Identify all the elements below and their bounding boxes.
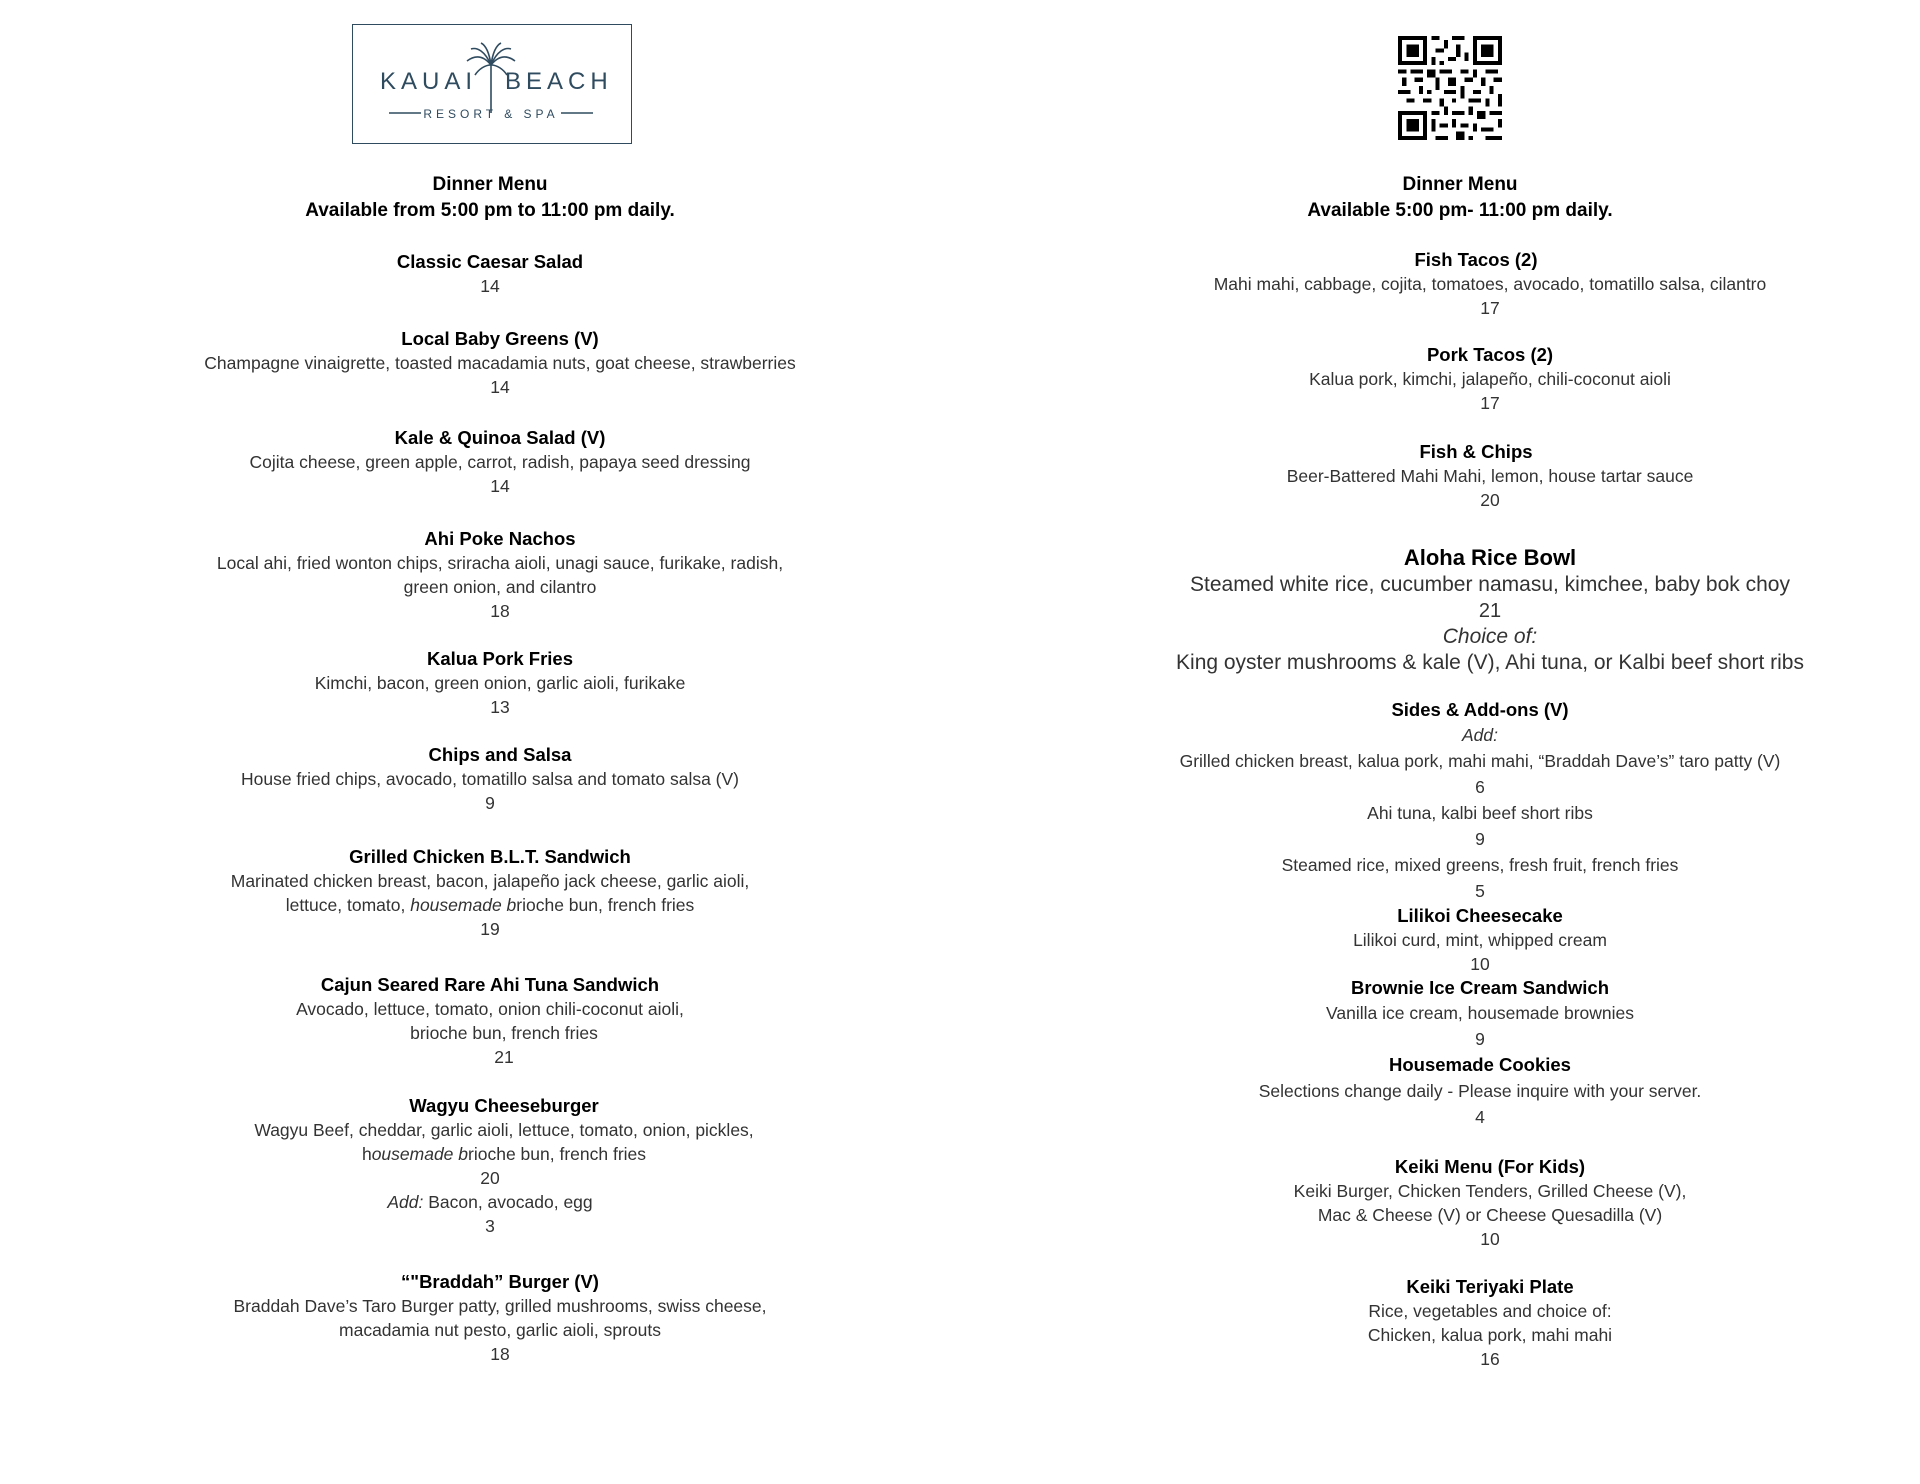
item-price: 16 (1480, 1349, 1500, 1369)
item-addon (140, 1190, 840, 1214)
palm-tree-icon (353, 25, 630, 142)
logo-word-left: KAUAI (379, 68, 477, 95)
choice-label: Choice of: (1442, 625, 1538, 648)
menu-item (140, 743, 840, 815)
addon-line: Ahi tuna, kalbi beef short ribs (1367, 803, 1593, 823)
menu-title: Dinner Menu (432, 174, 548, 195)
menu-item (1090, 544, 1890, 676)
item-name: Keiki Menu (For Kids) (1394, 1156, 1586, 1177)
item-description: Kimchi, bacon, green onion, garlic aioli, furikake (314, 673, 686, 693)
addon-label: Add: (1462, 725, 1498, 745)
item-description: green onion, and cilantro (403, 577, 597, 597)
item-price: 14 (490, 377, 510, 397)
item-price: 14 (490, 476, 510, 496)
item-price: 21 (494, 1047, 514, 1067)
menu-item (140, 1270, 860, 1366)
item-name: Fish & Chips (1419, 441, 1533, 462)
desc-text: lettuce, tomato, (285, 895, 411, 915)
item-description-line2 (140, 893, 840, 917)
item-name: Ahi Poke Nachos (424, 528, 576, 549)
item-name: Wagyu Cheeseburger (409, 1095, 599, 1116)
item-description-line2 (168, 1142, 840, 1166)
item-description: Local ahi, fried wonton chips, sriracha aioli, unagi sauce, furikake, radish, (216, 553, 784, 573)
item-description: Champagne vinaigrette, toasted macadamia nuts, goat cheese, strawberries (204, 353, 796, 373)
item-name: Aloha Rice Bowl (1403, 545, 1577, 570)
menu-title: Dinner Menu (1402, 174, 1518, 195)
qr-code-icon[interactable] (1398, 36, 1502, 140)
menu-item (140, 327, 860, 399)
item-description: Keiki Burger, Chicken Tenders, Grilled Cheese (V), (1293, 1181, 1687, 1201)
item-name: Kale & Quinoa Salad (V) (394, 427, 606, 448)
item-price: 17 (1480, 298, 1500, 318)
item-name: Cajun Seared Rare Ahi Tuna Sandwich (320, 974, 660, 995)
right-menu-header (1100, 172, 1820, 224)
item-price: 20 (480, 1168, 500, 1188)
item-price: 10 (1480, 1229, 1500, 1249)
item-description: Mahi mahi, cabbage, cojita, tomatoes, avocado, tomatillo salsa, cilantro (1213, 274, 1767, 294)
item-description: Vanilla ice cream, housemade brownies (1325, 1003, 1635, 1023)
menu-item (140, 527, 860, 623)
menu-item (1090, 440, 1890, 512)
item-description: Lilikoi curd, mint, whipped cream (1353, 930, 1607, 950)
item-description: Wagyu Beef, cheddar, garlic aioli, lettuce, tomato, onion, pickles, (254, 1120, 754, 1140)
menu-item (140, 250, 840, 298)
item-description: brioche bun, french fries (410, 1023, 598, 1043)
item-name: Chips and Salsa (428, 744, 572, 765)
choice-options: King oyster mushrooms & kale (V), Ahi tuna, or Kalbi beef short ribs (1176, 651, 1804, 674)
item-price: 4 (1475, 1107, 1485, 1127)
menu-item (1090, 976, 1870, 1052)
item-description: Selections change daily - Please inquire with your server. (1258, 1081, 1702, 1101)
addon-line: Grilled chicken breast, kalua pork, mahi mahi, “Braddah Dave’s” taro patty (V) (1179, 751, 1781, 771)
addon-price: 5 (1475, 881, 1485, 901)
item-name: Kalua Pork Fries (426, 648, 573, 669)
item-price: 20 (1480, 490, 1500, 510)
menu-item (1090, 1155, 1890, 1251)
item-name: “"Braddah” Burger (V) (401, 1271, 599, 1292)
desc-italic: housemade b (410, 895, 517, 915)
menu-item (140, 845, 840, 941)
item-name: Housemade Cookies (1389, 1054, 1571, 1075)
logo-subtitle: RESORT & SPA (423, 107, 559, 121)
menu-item (1090, 1053, 1870, 1129)
item-description: Avocado, lettuce, tomato, onion chili-coconut aioli, (296, 999, 684, 1019)
menu-item (140, 426, 860, 498)
item-name: Fish Tacos (2) (1414, 249, 1538, 270)
resort-logo (352, 24, 632, 144)
item-description: Steamed white rice, cucumber namasu, kimchee, baby bok choy (1190, 573, 1790, 596)
item-price: 18 (490, 601, 510, 621)
addon-text: Bacon, avocado, egg (423, 1192, 593, 1212)
item-name: Local Baby Greens (V) (401, 328, 599, 349)
item-price: 13 (490, 697, 510, 717)
item-description: Marinated chicken breast, bacon, jalapeño jack cheese, garlic aioli, (230, 871, 750, 891)
item-description: Braddah Dave’s Taro Burger patty, grilled mushrooms, swiss cheese, (233, 1296, 767, 1316)
item-name: Brownie Ice Cream Sandwich (1350, 977, 1610, 998)
item-name: Grilled Chicken B.L.T. Sandwich (349, 846, 631, 867)
addon-price: 3 (485, 1216, 495, 1236)
item-name: Classic Caesar Salad (396, 251, 584, 272)
item-price: 17 (1480, 393, 1500, 413)
menu-item (1090, 904, 1870, 976)
addon-line: Steamed rice, mixed greens, fresh fruit, french fries (1281, 855, 1679, 875)
item-description: Rice, vegetables and choice of: (1368, 1301, 1612, 1321)
item-description: Mac & Cheese (V) or Cheese Quesadilla (V) (1317, 1205, 1663, 1225)
menu-hours: Available from 5:00 pm to 11:00 pm daily. (305, 200, 675, 221)
item-price: 14 (480, 276, 500, 296)
desc-italic: ousemade b (371, 1144, 469, 1164)
menu-item (1090, 343, 1890, 415)
left-menu-header (140, 172, 840, 224)
desc-text: h (361, 1144, 372, 1164)
item-price: 21 (1478, 600, 1502, 622)
item-name: Sides & Add-ons (V) (1391, 699, 1569, 720)
menu-item (1090, 248, 1890, 320)
item-description: macadamia nut pesto, garlic aioli, sprouts (339, 1320, 661, 1340)
addon-label: Add: (387, 1192, 424, 1212)
item-name: Lilikoi Cheesecake (1397, 905, 1563, 926)
item-description: Cojita cheese, green apple, carrot, radish, papaya seed dressing (249, 452, 751, 472)
desc-text: rioche bun, french fries (516, 895, 695, 915)
item-description: House fried chips, avocado, tomatillo salsa and tomato salsa (V) (240, 769, 740, 789)
item-description: Chicken, kalua pork, mahi mahi (1367, 1325, 1613, 1345)
item-name: Pork Tacos (2) (1426, 344, 1554, 365)
addon-price: 9 (1475, 829, 1485, 849)
menu-item (1090, 698, 1870, 904)
item-price: 9 (485, 793, 495, 813)
item-description: Beer-Battered Mahi Mahi, lemon, house tartar sauce (1286, 466, 1694, 486)
item-price: 10 (1470, 954, 1490, 974)
menu-item (140, 1094, 840, 1238)
item-price: 9 (1475, 1029, 1485, 1049)
item-description: Kalua pork, kimchi, jalapeño, chili-coconut aioli (1309, 369, 1671, 389)
addon-price: 6 (1475, 777, 1485, 797)
item-price: 18 (490, 1344, 510, 1364)
menu-item (140, 647, 860, 719)
item-name: Keiki Teriyaki Plate (1406, 1276, 1574, 1297)
desc-text: rioche bun, french fries (468, 1144, 647, 1164)
menu-item (1090, 1275, 1890, 1371)
menu-item (140, 973, 840, 1069)
menu-hours: Available 5:00 pm- 11:00 pm daily. (1307, 200, 1613, 221)
logo-word-right: BEACH (505, 68, 613, 95)
item-price: 19 (480, 919, 500, 939)
